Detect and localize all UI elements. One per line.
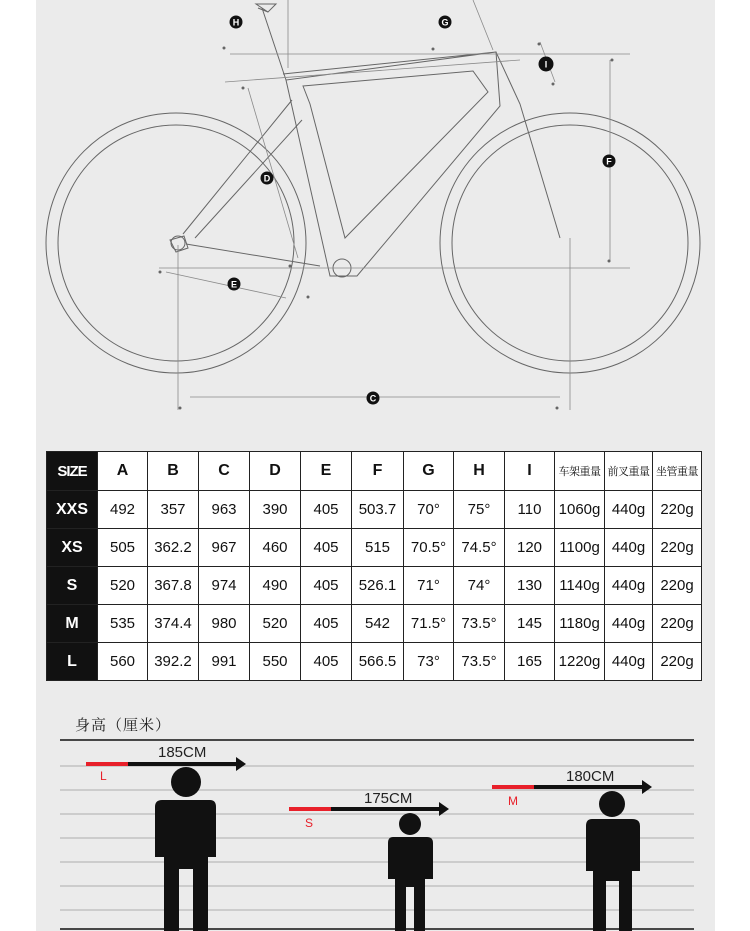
value-cell: 460	[250, 529, 301, 567]
height-label-175: 175CM	[364, 790, 413, 807]
value-cell: 220g	[653, 567, 702, 605]
svg-text:G: G	[441, 17, 449, 28]
value-cell: 220g	[653, 529, 702, 567]
value-cell: 980	[199, 605, 250, 643]
value-cell: 220g	[653, 643, 702, 681]
header-cell: C	[199, 452, 250, 491]
frame-outline	[283, 52, 560, 276]
size-label-M: M	[508, 794, 518, 808]
value-cell: 515	[352, 529, 404, 567]
table-row	[47, 605, 702, 643]
header-cell: E	[301, 452, 352, 491]
svg-text:F: F	[606, 156, 612, 167]
label-F-marker	[603, 155, 616, 168]
figure-M-180cm	[492, 768, 652, 931]
value-cell: 75°	[454, 491, 505, 529]
label-D-marker	[261, 172, 274, 185]
header-cell: D	[250, 452, 301, 491]
size-label-S: S	[305, 816, 314, 830]
size-cell: L	[47, 643, 98, 681]
value-cell: 490	[250, 567, 301, 605]
value-cell: 73°	[404, 643, 454, 681]
value-cell: 357	[148, 491, 199, 529]
figure-L-185cm	[86, 744, 246, 931]
size-cell: M	[47, 605, 98, 643]
header-cell: H	[454, 452, 505, 491]
value-cell: 120	[505, 529, 555, 567]
height-label-185: 185CM	[158, 744, 207, 761]
value-cell: 963	[199, 491, 250, 529]
label-G-marker	[439, 16, 452, 29]
value-cell: 73.5°	[454, 605, 505, 643]
table-row	[47, 529, 702, 567]
table-row	[47, 491, 702, 529]
value-cell: 560	[98, 643, 148, 681]
value-cell: 550	[250, 643, 301, 681]
label-H-marker	[230, 16, 243, 29]
value-cell: 967	[199, 529, 250, 567]
value-cell: 440g	[605, 567, 653, 605]
table-body	[47, 491, 702, 681]
value-cell: 405	[301, 567, 352, 605]
value-cell: 440g	[605, 491, 653, 529]
table-header-row	[47, 452, 702, 491]
svg-text:C: C	[369, 393, 377, 404]
value-cell: 374.4	[148, 605, 199, 643]
value-cell: 405	[301, 529, 352, 567]
size-cell: XS	[47, 529, 98, 567]
size-cell: XXS	[47, 491, 98, 529]
header-cell: B	[148, 452, 199, 491]
label-E-marker	[228, 278, 241, 291]
table-row	[47, 643, 702, 681]
value-cell: 367.8	[148, 567, 199, 605]
height-comparison-chart	[0, 735, 750, 931]
value-cell: 73.5°	[454, 643, 505, 681]
value-cell: 74.5°	[454, 529, 505, 567]
value-cell: 165	[505, 643, 555, 681]
value-cell: 520	[98, 567, 148, 605]
value-cell: 440g	[605, 529, 653, 567]
svg-text:H: H	[232, 17, 240, 28]
value-cell: 1100g	[555, 529, 605, 567]
value-cell: 542	[352, 605, 404, 643]
value-cell: 1140g	[555, 567, 605, 605]
value-cell: 130	[505, 567, 555, 605]
size-cell: S	[47, 567, 98, 605]
height-section-title: 身高（厘米）	[75, 717, 172, 734]
value-cell: 145	[505, 605, 555, 643]
value-cell: 440g	[605, 643, 653, 681]
value-cell: 974	[199, 567, 250, 605]
header-cell: SIZE	[47, 452, 98, 491]
table-row	[47, 567, 702, 605]
header-cell: F	[352, 452, 404, 491]
header-cell: 车架重量	[555, 452, 605, 491]
value-cell: 362.2	[148, 529, 199, 567]
value-cell: 220g	[653, 491, 702, 529]
value-cell: 492	[98, 491, 148, 529]
label-I-marker	[539, 57, 554, 72]
value-cell: 392.2	[148, 643, 199, 681]
value-cell: 405	[301, 643, 352, 681]
svg-text:D: D	[263, 173, 271, 184]
value-cell: 74°	[454, 567, 505, 605]
bike-geometry-diagram	[0, 0, 750, 440]
value-cell: 70.5°	[404, 529, 454, 567]
value-cell: 440g	[605, 605, 653, 643]
size-label-L: L	[100, 769, 107, 783]
svg-text:E: E	[230, 279, 238, 290]
label-C-marker	[367, 392, 380, 405]
value-cell: 405	[301, 605, 352, 643]
value-cell: 520	[250, 605, 301, 643]
header-cell: 前叉重量	[605, 452, 653, 491]
header-cell: A	[98, 452, 148, 491]
value-cell: 390	[250, 491, 301, 529]
value-cell: 1220g	[555, 643, 605, 681]
value-cell: 405	[301, 491, 352, 529]
value-cell: 505	[98, 529, 148, 567]
value-cell: 1060g	[555, 491, 605, 529]
value-cell: 503.7	[352, 491, 404, 529]
value-cell: 991	[199, 643, 250, 681]
header-cell: I	[505, 452, 555, 491]
value-cell: 70°	[404, 491, 454, 529]
value-cell: 1180g	[555, 605, 605, 643]
height-label-180: 180CM	[566, 768, 615, 785]
value-cell: 71°	[404, 567, 454, 605]
value-cell: 566.5	[352, 643, 404, 681]
value-cell: 110	[505, 491, 555, 529]
value-cell: 220g	[653, 605, 702, 643]
svg-text:I: I	[544, 59, 548, 70]
value-cell: 535	[98, 605, 148, 643]
value-cell: 71.5°	[404, 605, 454, 643]
value-cell: 526.1	[352, 567, 404, 605]
header-cell: 坐管重量	[653, 452, 702, 491]
size-spec-table	[46, 451, 702, 681]
header-cell: G	[404, 452, 454, 491]
